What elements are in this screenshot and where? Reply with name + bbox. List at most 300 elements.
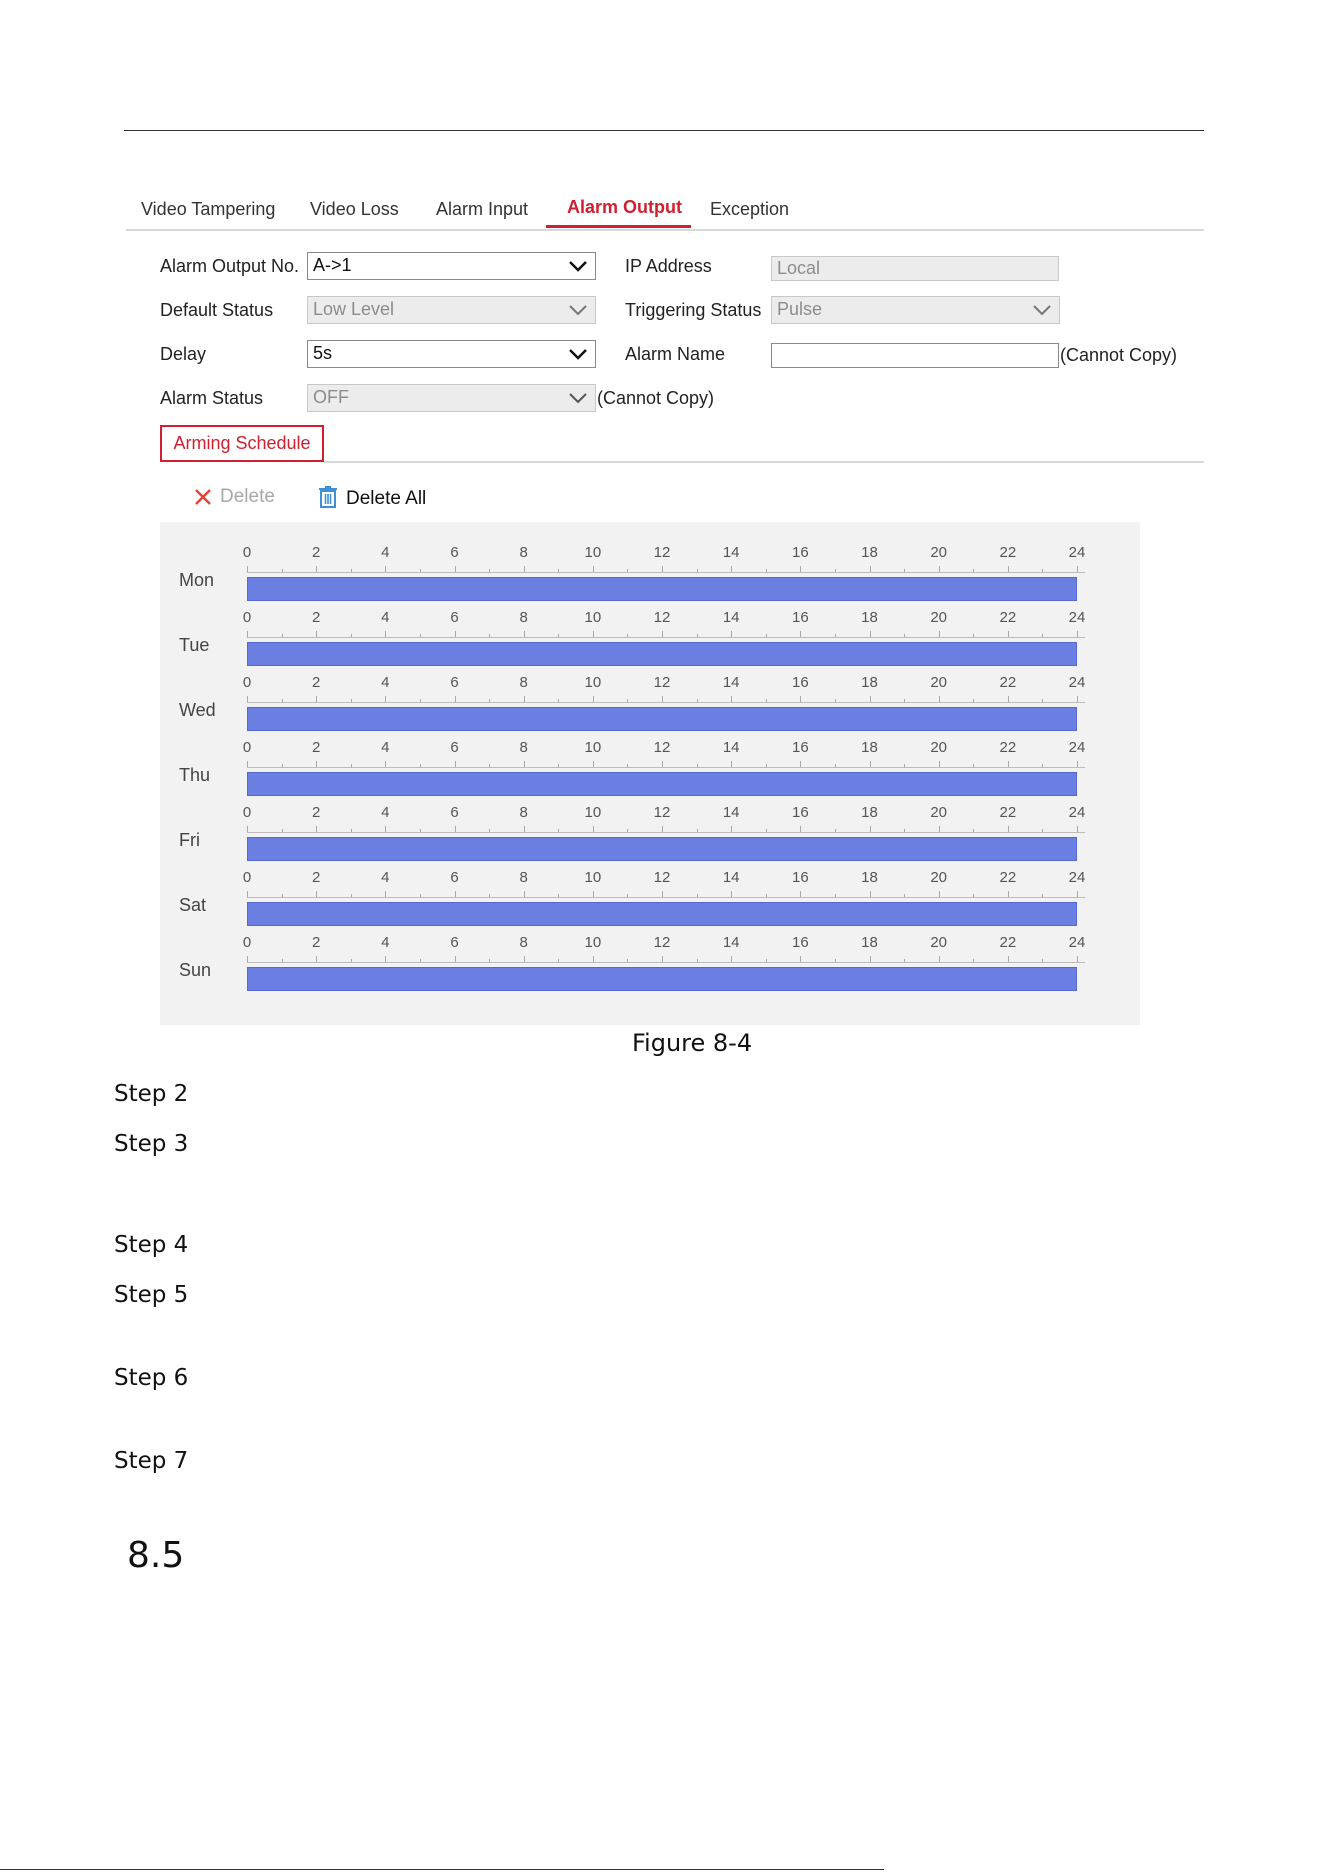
hour-tick bbox=[766, 829, 767, 832]
hour-tick-label: 16 bbox=[791, 609, 809, 626]
hour-tick bbox=[1008, 566, 1009, 572]
schedule-segment[interactable] bbox=[247, 902, 1077, 926]
hour-tick bbox=[627, 764, 628, 767]
hour-tick bbox=[800, 631, 801, 637]
hour-tick bbox=[973, 569, 974, 572]
hour-tick-label: 4 bbox=[381, 934, 390, 951]
hour-tick bbox=[1042, 959, 1043, 962]
hour-tick-label: 12 bbox=[653, 934, 671, 951]
step-label: Step 3 bbox=[114, 1131, 189, 1157]
hour-tick bbox=[1042, 699, 1043, 702]
hour-tick bbox=[973, 829, 974, 832]
delete-button[interactable] bbox=[194, 486, 275, 508]
hour-tick-label: 10 bbox=[584, 869, 602, 886]
delay-select[interactable] bbox=[307, 340, 596, 368]
hour-tick-label: 24 bbox=[1068, 739, 1086, 756]
hour-tick bbox=[939, 696, 940, 702]
hour-tick bbox=[385, 566, 386, 572]
hour-tick-label: 0 bbox=[242, 609, 252, 626]
hour-tick bbox=[662, 761, 663, 767]
hour-tick bbox=[385, 631, 386, 637]
alarm-output-no-value: A->1 bbox=[313, 255, 352, 275]
hour-tick bbox=[593, 826, 594, 832]
hour-tick bbox=[489, 764, 490, 767]
hour-tick bbox=[524, 826, 525, 832]
hour-tick bbox=[1008, 761, 1009, 767]
hour-tick-label: 18 bbox=[861, 804, 878, 821]
hour-tick-label: 14 bbox=[722, 609, 740, 626]
hour-tick-label: 20 bbox=[930, 739, 947, 756]
hour-tick-label: 0 bbox=[242, 869, 252, 886]
hour-tick-label: 16 bbox=[791, 739, 809, 756]
hour-tick bbox=[1008, 826, 1009, 832]
step-label: Step 2 bbox=[114, 1081, 189, 1107]
hour-tick bbox=[731, 826, 732, 832]
chevron-down-icon bbox=[1031, 299, 1053, 321]
hour-tick bbox=[1008, 631, 1009, 637]
figure-caption: Figure 8-4 bbox=[632, 1029, 753, 1057]
hour-tick bbox=[870, 826, 871, 832]
hour-tick bbox=[558, 634, 559, 637]
hour-tick bbox=[904, 959, 905, 962]
tab-exception[interactable]: Exception bbox=[710, 199, 790, 219]
hour-tick bbox=[973, 634, 974, 637]
schedule-segment[interactable] bbox=[247, 577, 1077, 601]
weekly-schedule-grid bbox=[160, 522, 1140, 1025]
triggering-status-select bbox=[771, 296, 1060, 324]
hour-tick bbox=[593, 761, 594, 767]
hour-tick-label: 22 bbox=[999, 609, 1017, 626]
hour-tick bbox=[351, 959, 352, 962]
day-label: Fri bbox=[179, 830, 200, 850]
hour-tick bbox=[524, 566, 525, 572]
ip-address-value: Local bbox=[777, 258, 821, 278]
hour-tick-label: 8 bbox=[519, 869, 528, 886]
hour-tick bbox=[697, 959, 698, 962]
ip-address-label: IP Address bbox=[625, 256, 712, 276]
alarm-status-note: (Cannot Copy) bbox=[597, 388, 715, 408]
hour-tick bbox=[1042, 569, 1043, 572]
hour-tick bbox=[489, 894, 490, 897]
hour-tick-label: 22 bbox=[999, 739, 1017, 756]
hour-tick bbox=[316, 631, 317, 637]
hour-tick bbox=[697, 634, 698, 637]
hour-tick-label: 12 bbox=[653, 609, 671, 626]
hour-tick-label: 8 bbox=[519, 804, 528, 821]
hour-tick-label: 16 bbox=[791, 544, 809, 561]
hour-tick bbox=[524, 956, 525, 962]
hour-tick bbox=[766, 699, 767, 702]
hour-tick bbox=[558, 764, 559, 767]
schedule-segment[interactable] bbox=[247, 967, 1077, 991]
hour-tick-label: 4 bbox=[381, 739, 390, 756]
delete-all-label: Delete All bbox=[346, 488, 427, 509]
hour-tick bbox=[455, 631, 456, 637]
step-label: Step 7 bbox=[114, 1448, 189, 1474]
hour-tick bbox=[316, 761, 317, 767]
hour-tick bbox=[1008, 956, 1009, 962]
hour-tick-label: 24 bbox=[1068, 869, 1086, 886]
hour-tick bbox=[627, 634, 628, 637]
hour-tick bbox=[351, 829, 352, 832]
hour-tick bbox=[870, 761, 871, 767]
section-number: 8.5 bbox=[127, 1535, 185, 1576]
hour-tick-label: 22 bbox=[999, 934, 1017, 951]
hour-tick bbox=[800, 891, 801, 897]
hour-tick bbox=[247, 891, 248, 897]
hour-tick-label: 0 bbox=[242, 674, 252, 691]
hour-tick bbox=[282, 829, 283, 832]
hour-tick bbox=[420, 699, 421, 702]
hour-tick bbox=[385, 761, 386, 767]
hour-tick bbox=[351, 569, 352, 572]
hour-tick-label: 16 bbox=[791, 674, 809, 691]
day-label: Thu bbox=[179, 765, 211, 785]
hour-tick bbox=[282, 699, 283, 702]
hour-tick bbox=[731, 566, 732, 572]
hour-tick bbox=[1042, 764, 1043, 767]
arming-schedule-tab[interactable]: Arming Schedule bbox=[160, 425, 324, 462]
delay-value: 5s bbox=[313, 343, 333, 363]
time-axis bbox=[247, 637, 1085, 638]
time-axis bbox=[247, 897, 1085, 898]
hour-tick-label: 22 bbox=[999, 544, 1017, 561]
hour-tick-label: 4 bbox=[381, 869, 390, 886]
schedule-row-fri bbox=[160, 802, 1140, 862]
hour-tick bbox=[593, 631, 594, 637]
hour-tick bbox=[489, 699, 490, 702]
hour-tick-label: 0 bbox=[242, 934, 252, 951]
hour-tick bbox=[385, 696, 386, 702]
hour-tick bbox=[316, 696, 317, 702]
hour-tick bbox=[731, 631, 732, 637]
hour-tick bbox=[697, 699, 698, 702]
hour-tick bbox=[420, 569, 421, 572]
hour-tick-label: 22 bbox=[999, 674, 1017, 691]
hour-tick-label: 22 bbox=[999, 804, 1017, 821]
hour-tick bbox=[870, 566, 871, 572]
hour-tick bbox=[904, 829, 905, 832]
schedule-segment[interactable] bbox=[247, 707, 1077, 731]
hour-tick bbox=[247, 826, 248, 832]
hour-tick bbox=[420, 634, 421, 637]
hour-tick bbox=[316, 956, 317, 962]
chevron-down-icon bbox=[567, 299, 589, 321]
hour-tick-label: 20 bbox=[930, 869, 947, 886]
alarm-status-value: OFF bbox=[313, 387, 349, 407]
hour-tick-label: 18 bbox=[861, 934, 878, 951]
hour-tick-label: 18 bbox=[861, 739, 878, 756]
hour-tick bbox=[1077, 566, 1078, 572]
hour-tick-label: 12 bbox=[653, 674, 671, 691]
hour-tick bbox=[316, 826, 317, 832]
hour-tick bbox=[800, 761, 801, 767]
hour-tick-label: 2 bbox=[311, 869, 321, 886]
schedule-row-wed bbox=[160, 672, 1140, 732]
hour-tick-label: 14 bbox=[722, 739, 740, 756]
hour-tick bbox=[385, 956, 386, 962]
alarm-name-input[interactable] bbox=[771, 343, 1059, 368]
hour-tick-label: 20 bbox=[930, 804, 947, 821]
hour-tick-label: 6 bbox=[450, 934, 459, 951]
hour-tick-label: 6 bbox=[450, 674, 459, 691]
hour-tick bbox=[351, 699, 352, 702]
hour-tick-label: 24 bbox=[1068, 804, 1086, 821]
hour-tick bbox=[1008, 696, 1009, 702]
hour-tick bbox=[1077, 891, 1078, 897]
delete-all-button[interactable] bbox=[318, 486, 426, 510]
hour-tick bbox=[1077, 696, 1078, 702]
hour-tick-label: 4 bbox=[381, 609, 390, 626]
hour-tick bbox=[627, 959, 628, 962]
hour-tick bbox=[558, 959, 559, 962]
hour-tick-label: 8 bbox=[519, 739, 528, 756]
hour-tick bbox=[282, 894, 283, 897]
hour-tick bbox=[870, 956, 871, 962]
hour-tick-label: 8 bbox=[519, 609, 528, 626]
hour-tick-label: 20 bbox=[930, 934, 947, 951]
hour-tick bbox=[524, 761, 525, 767]
hour-tick bbox=[489, 634, 490, 637]
hour-tick bbox=[593, 566, 594, 572]
schedule-segment[interactable] bbox=[247, 772, 1077, 796]
triggering-status-value: Pulse bbox=[777, 299, 823, 319]
hour-tick bbox=[973, 894, 974, 897]
hour-tick-label: 20 bbox=[930, 609, 947, 626]
hour-tick bbox=[662, 956, 663, 962]
alarm-output-no-label: Alarm Output No. bbox=[160, 256, 300, 276]
time-axis bbox=[247, 702, 1085, 703]
hour-tick-label: 18 bbox=[861, 674, 878, 691]
hour-tick bbox=[766, 959, 767, 962]
alarm-output-no-select[interactable] bbox=[307, 252, 596, 280]
hour-tick bbox=[1008, 891, 1009, 897]
hour-tick-label: 4 bbox=[381, 544, 390, 561]
hour-tick bbox=[558, 699, 559, 702]
tab-alarm-input[interactable]: Alarm Input bbox=[436, 199, 529, 219]
hour-tick-label: 2 bbox=[311, 739, 321, 756]
hour-tick bbox=[524, 891, 525, 897]
hour-tick bbox=[800, 696, 801, 702]
hour-tick-label: 10 bbox=[584, 739, 602, 756]
hour-tick bbox=[1077, 826, 1078, 832]
hour-tick-label: 8 bbox=[519, 544, 528, 561]
hour-tick bbox=[455, 696, 456, 702]
hour-tick-label: 0 bbox=[242, 804, 252, 821]
hour-tick-label: 22 bbox=[999, 869, 1017, 886]
hour-tick bbox=[662, 891, 663, 897]
hour-tick bbox=[351, 764, 352, 767]
hour-tick bbox=[835, 829, 836, 832]
hour-tick-label: 6 bbox=[450, 544, 459, 561]
hour-tick bbox=[835, 569, 836, 572]
triggering-status-label: Triggering Status bbox=[625, 300, 762, 320]
hour-tick bbox=[731, 696, 732, 702]
hour-tick-label: 18 bbox=[861, 869, 878, 886]
hour-tick bbox=[489, 959, 490, 962]
hour-tick bbox=[835, 634, 836, 637]
hour-tick bbox=[697, 569, 698, 572]
hour-tick bbox=[939, 826, 940, 832]
hour-tick-label: 10 bbox=[584, 674, 602, 691]
hour-tick bbox=[973, 699, 974, 702]
schedule-row-thu bbox=[160, 737, 1140, 797]
hour-tick bbox=[455, 761, 456, 767]
hour-tick bbox=[662, 826, 663, 832]
schedule-row-tue bbox=[160, 607, 1140, 667]
tab-video-tampering[interactable]: Video Tampering bbox=[141, 199, 276, 219]
hour-tick-label: 6 bbox=[450, 609, 459, 626]
day-label: Mon bbox=[179, 570, 215, 590]
hour-tick bbox=[939, 891, 940, 897]
hour-tick bbox=[800, 826, 801, 832]
hour-tick bbox=[455, 826, 456, 832]
hour-tick bbox=[247, 956, 248, 962]
schedule-segment[interactable] bbox=[247, 642, 1077, 666]
hour-tick bbox=[489, 569, 490, 572]
hour-tick bbox=[455, 891, 456, 897]
hour-tick bbox=[697, 894, 698, 897]
hour-tick-label: 8 bbox=[519, 934, 528, 951]
hour-tick bbox=[1077, 631, 1078, 637]
hour-tick bbox=[731, 891, 732, 897]
chevron-down-icon bbox=[567, 387, 589, 409]
hour-tick bbox=[939, 761, 940, 767]
footer-rule bbox=[0, 1869, 884, 1870]
event-tabs bbox=[126, 190, 1204, 231]
hour-tick bbox=[973, 764, 974, 767]
hour-tick-label: 16 bbox=[791, 869, 809, 886]
hour-tick bbox=[385, 891, 386, 897]
delay-label: Delay bbox=[160, 344, 207, 364]
hour-tick-label: 24 bbox=[1068, 934, 1086, 951]
hour-tick-label: 10 bbox=[584, 934, 602, 951]
hour-tick bbox=[1077, 761, 1078, 767]
hour-tick bbox=[282, 569, 283, 572]
hour-tick bbox=[1077, 956, 1078, 962]
tab-alarm-output[interactable]: Alarm Output bbox=[567, 197, 682, 217]
hour-tick bbox=[766, 764, 767, 767]
hour-tick bbox=[870, 696, 871, 702]
time-axis bbox=[247, 767, 1085, 768]
schedule-row-sun bbox=[160, 932, 1140, 992]
close-icon bbox=[194, 488, 212, 506]
hour-tick bbox=[904, 764, 905, 767]
hour-tick-label: 24 bbox=[1068, 609, 1086, 626]
hour-tick bbox=[524, 696, 525, 702]
hour-tick bbox=[420, 894, 421, 897]
hour-tick bbox=[835, 959, 836, 962]
hour-tick bbox=[870, 631, 871, 637]
hour-tick bbox=[662, 696, 663, 702]
time-axis bbox=[247, 572, 1085, 573]
tab-video-loss[interactable]: Video Loss bbox=[310, 199, 399, 219]
hour-tick bbox=[489, 829, 490, 832]
alarm-status-select bbox=[307, 384, 596, 412]
hour-tick bbox=[1042, 829, 1043, 832]
hour-tick bbox=[385, 826, 386, 832]
step-label: Step 6 bbox=[114, 1365, 189, 1391]
day-label: Wed bbox=[179, 700, 216, 720]
hour-tick bbox=[1042, 894, 1043, 897]
hour-tick bbox=[282, 959, 283, 962]
hour-tick bbox=[731, 761, 732, 767]
hour-tick-label: 14 bbox=[722, 804, 740, 821]
hour-tick bbox=[455, 566, 456, 572]
arming-schedule-rule bbox=[324, 461, 1204, 463]
hour-tick bbox=[731, 956, 732, 962]
hour-tick bbox=[247, 631, 248, 637]
delete-label: Delete bbox=[220, 486, 275, 507]
hour-tick bbox=[558, 569, 559, 572]
alarm-name-note: (Cannot Copy) bbox=[1060, 345, 1178, 365]
hour-tick-label: 8 bbox=[519, 674, 528, 691]
hour-tick-label: 24 bbox=[1068, 674, 1086, 691]
hour-tick bbox=[697, 764, 698, 767]
chevron-down-icon bbox=[567, 255, 589, 277]
schedule-row-sat bbox=[160, 867, 1140, 927]
hour-tick-label: 6 bbox=[450, 804, 459, 821]
hour-tick-label: 14 bbox=[722, 674, 740, 691]
hour-tick bbox=[316, 566, 317, 572]
hour-tick bbox=[316, 891, 317, 897]
hour-tick bbox=[558, 829, 559, 832]
hour-tick bbox=[593, 891, 594, 897]
schedule-row-mon bbox=[160, 542, 1140, 602]
hour-tick-label: 18 bbox=[861, 609, 878, 626]
chevron-down-icon bbox=[567, 343, 589, 365]
hour-tick bbox=[282, 634, 283, 637]
hour-tick bbox=[904, 699, 905, 702]
hour-tick-label: 12 bbox=[653, 804, 671, 821]
hour-tick bbox=[558, 894, 559, 897]
step-label: Step 4 bbox=[114, 1232, 189, 1258]
schedule-segment[interactable] bbox=[247, 837, 1077, 861]
default-status-select bbox=[307, 296, 596, 324]
hour-tick-label: 2 bbox=[311, 804, 321, 821]
hour-tick bbox=[766, 894, 767, 897]
hour-tick bbox=[627, 894, 628, 897]
hour-tick-label: 10 bbox=[584, 609, 602, 626]
hour-tick bbox=[282, 764, 283, 767]
hour-tick-label: 6 bbox=[450, 869, 459, 886]
hour-tick bbox=[904, 569, 905, 572]
hour-tick bbox=[973, 959, 974, 962]
hour-tick-label: 2 bbox=[311, 674, 321, 691]
hour-tick bbox=[420, 764, 421, 767]
day-label: Sun bbox=[179, 960, 212, 980]
hour-tick-label: 24 bbox=[1068, 544, 1086, 561]
trash-icon bbox=[318, 486, 338, 508]
hour-tick-label: 16 bbox=[791, 934, 809, 951]
hour-tick-label: 4 bbox=[381, 674, 390, 691]
hour-tick-label: 2 bbox=[311, 544, 321, 561]
hour-tick bbox=[593, 696, 594, 702]
hour-tick bbox=[835, 894, 836, 897]
hour-tick-label: 2 bbox=[311, 934, 321, 951]
hour-tick bbox=[524, 631, 525, 637]
hour-tick-label: 0 bbox=[242, 544, 252, 561]
hour-tick bbox=[1042, 634, 1043, 637]
time-axis bbox=[247, 832, 1085, 833]
hour-tick bbox=[627, 829, 628, 832]
alarm-status-label: Alarm Status bbox=[160, 388, 264, 408]
hour-tick-label: 12 bbox=[653, 869, 671, 886]
hour-tick bbox=[627, 569, 628, 572]
hour-tick bbox=[697, 829, 698, 832]
step-label: Step 5 bbox=[114, 1282, 189, 1308]
time-axis bbox=[247, 962, 1085, 963]
